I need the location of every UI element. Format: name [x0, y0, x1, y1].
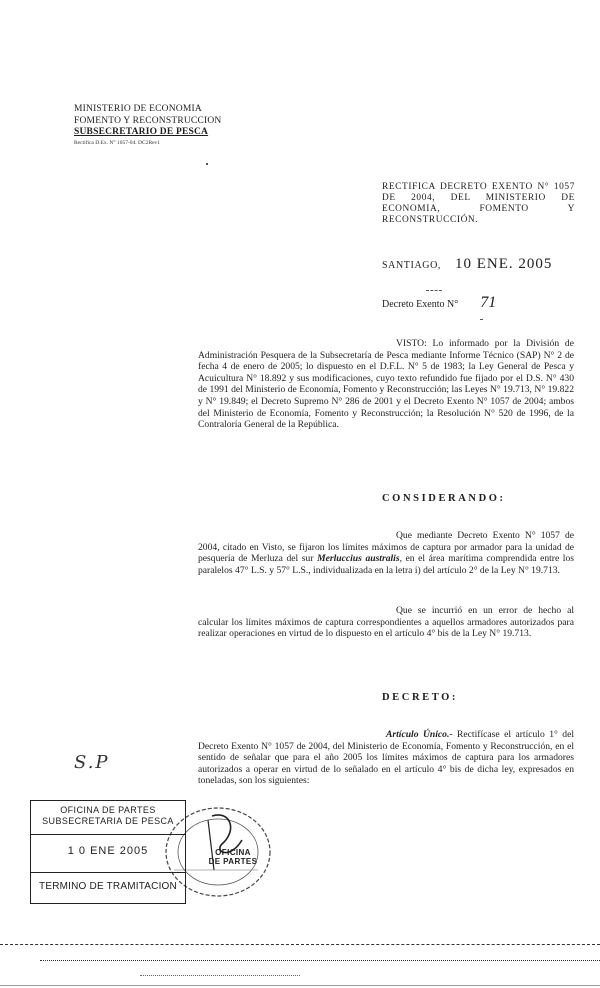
round-stamp-text: OFICINA DE PARTES: [208, 848, 258, 866]
ministry-header: [74, 104, 222, 147]
date-stamp: 10 ENE. 2005: [455, 256, 553, 272]
document-reference: Rectifica D.Ex. N° 1057-04. DC2Rev1: [74, 139, 161, 146]
stamp-footer: TERMINO DE TRAMITACION: [39, 881, 177, 892]
considerando-paragraph-1: Que mediante Decreto Exento N° 1057 de 2004, citado en Visto, se fijaron los límites máximos de captura por armador para la unidad de pesquería de Merluza del sur Merluccius australis, en el área marítima comprendida entre los paralelos 47° L.S. y 57° L.S., individualizada en la letra i) del artículo 2° de la Ley N° 19.713.: [198, 530, 575, 576]
scan-dot: [206, 163, 208, 165]
stamp-date: 1 0 ENE 2005: [67, 845, 149, 857]
scan-mark: [480, 319, 483, 320]
bottom-dotted-line: [40, 960, 600, 961]
decree-number: 71: [480, 294, 497, 311]
stamp-office: OFICINA DE PARTES: [60, 805, 156, 815]
stamp-footer-cell: [30, 872, 186, 904]
articulo-title: Artículo Único.-: [386, 729, 453, 740]
place-label: SANTIAGO,: [382, 260, 442, 271]
handwritten-note: S.P: [74, 752, 110, 773]
number-mark: [426, 290, 442, 291]
considerando-heading: CONSIDERANDO:: [382, 493, 506, 504]
stamp-date-cell: [30, 834, 186, 873]
bottom-artifact: [140, 975, 300, 976]
decree-number-line: [382, 294, 496, 312]
oficina-partes-stamp: [30, 800, 186, 835]
decreto-heading: DECRETO:: [382, 692, 459, 703]
species-name: Merluccius australis: [317, 553, 400, 565]
articulo-unico-paragraph: Artículo Único.- Rectifícase el artículo 1° del Decreto Exento N° 1057 de 2004, del Ministerio de Economía, Fomento y Reconstrucción, en el sentido de señalar que para el año 2005 los límites máximos de captura para los armadores autorizados a operar en virtud de lo señalado en el artículo 4° bis de dicha ley, expresados en toneladas, son los siguientes:: [198, 729, 575, 787]
considerando-paragraph-2: Que se incurrió en un error de hecho al calcular los límites máximos de captura correspondientes a aquellos armadores autorizados para realizar operaciones en virtud de lo dispuesto en el artículo 4° bis de la Ley N° 19.713.: [198, 605, 574, 640]
stamp-subsecretaria: SUBSECRETARIA DE PESCA: [42, 816, 174, 826]
visto-paragraph: VISTO: Lo informado por la División de Administración Pesquera de la Subsecretaría de Pesca mediante Informe Técnico (SAP) N° 2 de fecha 4 de enero de 2005; lo dispuesto en el D.F.L. N° 5 de 1983; la Ley General de Pesca y Acuicultura N° 18.892 y sus modificaciones, cuyo texto refundido fue fijado por el D.S. N° 430 de 1991 del Ministerio de Economía, Fomento y Reconstrucción; las Leyes N° 19.713, N° 19.822 y N° 19.849; el Decreto Supremo N° 286 de 2001 y el Decreto Exento N° 1057 de 2004; ambos del Ministerio de Economía, Fomento y Reconstrucción; la Resolución N° 520 de 1996, de la Contraloría General de la República.: [198, 338, 574, 431]
ministry-name: MINISTERIO DE ECONOMIA: [74, 104, 202, 114]
decree-number-label: Decreto Exento N°: [382, 299, 459, 310]
bottom-dashed-line: [0, 944, 600, 945]
subsecretaria-name: SUBSECRETARIO DE PESCA: [74, 127, 209, 137]
signature-stroke: [212, 815, 242, 853]
decree-subject: RECTIFICA DECRETO EXENTO N° 1057 DE 2004, DEL MINISTERIO DE ECONOMIA, FOMENTO Y RECONSTRUCCIÓN.: [382, 182, 575, 225]
ministry-subname: FOMENTO Y RECONSTRUCCION: [74, 115, 222, 126]
place-date: [382, 255, 552, 273]
page-edge: [0, 985, 600, 986]
